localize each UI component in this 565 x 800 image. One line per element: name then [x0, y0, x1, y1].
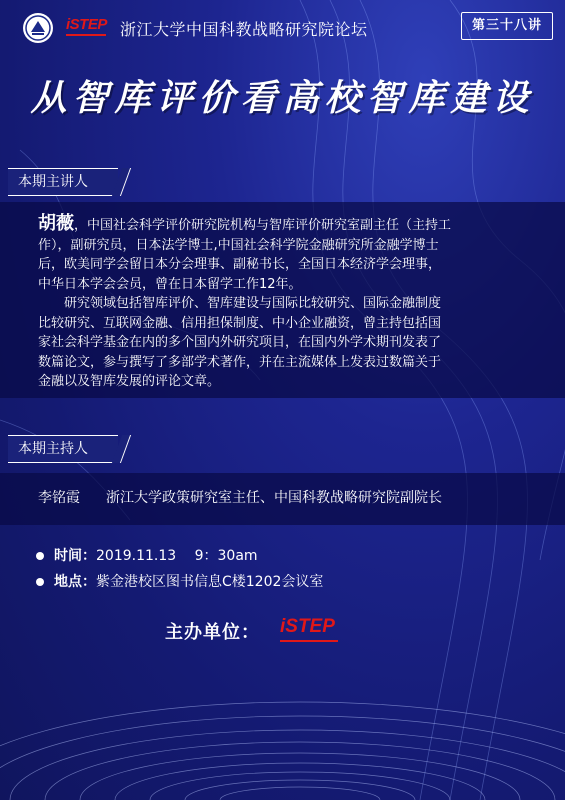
speaker-research-line: 研究领域包括智库评价、智库建设与国际比较研究、国际金融制度 — [38, 296, 442, 311]
header-bar — [18, 8, 557, 48]
speaker-panel — [0, 202, 565, 398]
host-section-label: 本期主持人 — [8, 435, 118, 463]
bullet-icon — [36, 578, 44, 586]
speaker-name: 胡薇 — [38, 213, 74, 234]
organizer-label: 主办单位： — [165, 622, 260, 643]
host-title: 浙江大学政策研究室主任、中国科教战略研究院副院长 — [106, 490, 442, 506]
forum-name: 浙江大学中国科教战略研究院论坛 — [120, 20, 368, 39]
time-label: 时间： — [54, 548, 96, 564]
host-panel — [0, 473, 565, 525]
place-value: 紫金港校区图书信息C楼1202会议室 — [96, 574, 324, 590]
event-title: 从智库评价看高校智库建设 — [30, 77, 535, 119]
speaker-research-line: 金融以及智库发展的评论文章。 — [38, 374, 221, 389]
speaker-research-line: 数篇论文，参与撰写了多部学术著作，并在主流媒体上发表过数篇关于 — [38, 354, 442, 370]
speaker-research-line: 家社会科学基金在内的多个国内外研究项目，在国内外学术期刊发表了 — [38, 335, 442, 350]
host-info — [38, 487, 442, 507]
speaker-section-label: 本期主讲人 — [8, 168, 118, 196]
university-emblem-icon — [22, 12, 54, 44]
host-name: 李铭霞 — [38, 490, 80, 506]
speaker-bio-line: 后，欧美同学会留日本分会理事、副秘书长，全国日本经济学会理事， — [38, 257, 442, 272]
speaker-bio — [38, 214, 538, 392]
speaker-bio-line: 作），副研究员，日本法学博士,中国社会科学院金融研究所金融学博士 — [38, 237, 439, 253]
speaker-bio-line: 胡薇，中国社会科学评价研究院机构与智库评价研究室副主任（主持工 — [38, 213, 452, 234]
lecture-number-badge: 第三十八讲 — [461, 12, 553, 40]
time-row — [36, 545, 258, 565]
speaker-bio-line: 中华日本学会会员，曾在日本留学工作12年。 — [38, 276, 302, 292]
time-value: 2019.11.13 9：30am — [96, 548, 258, 564]
bullet-icon — [36, 552, 44, 560]
organizer-istep-logo: iSTEP — [280, 616, 338, 642]
place-row — [36, 571, 323, 591]
speaker-research-line: 比较研究、互联网金融、信用担保制度、中小企业融资，曾主持包括国 — [38, 315, 442, 331]
place-label: 地点： — [54, 574, 96, 590]
istep-logo: iSTEP — [66, 16, 107, 36]
